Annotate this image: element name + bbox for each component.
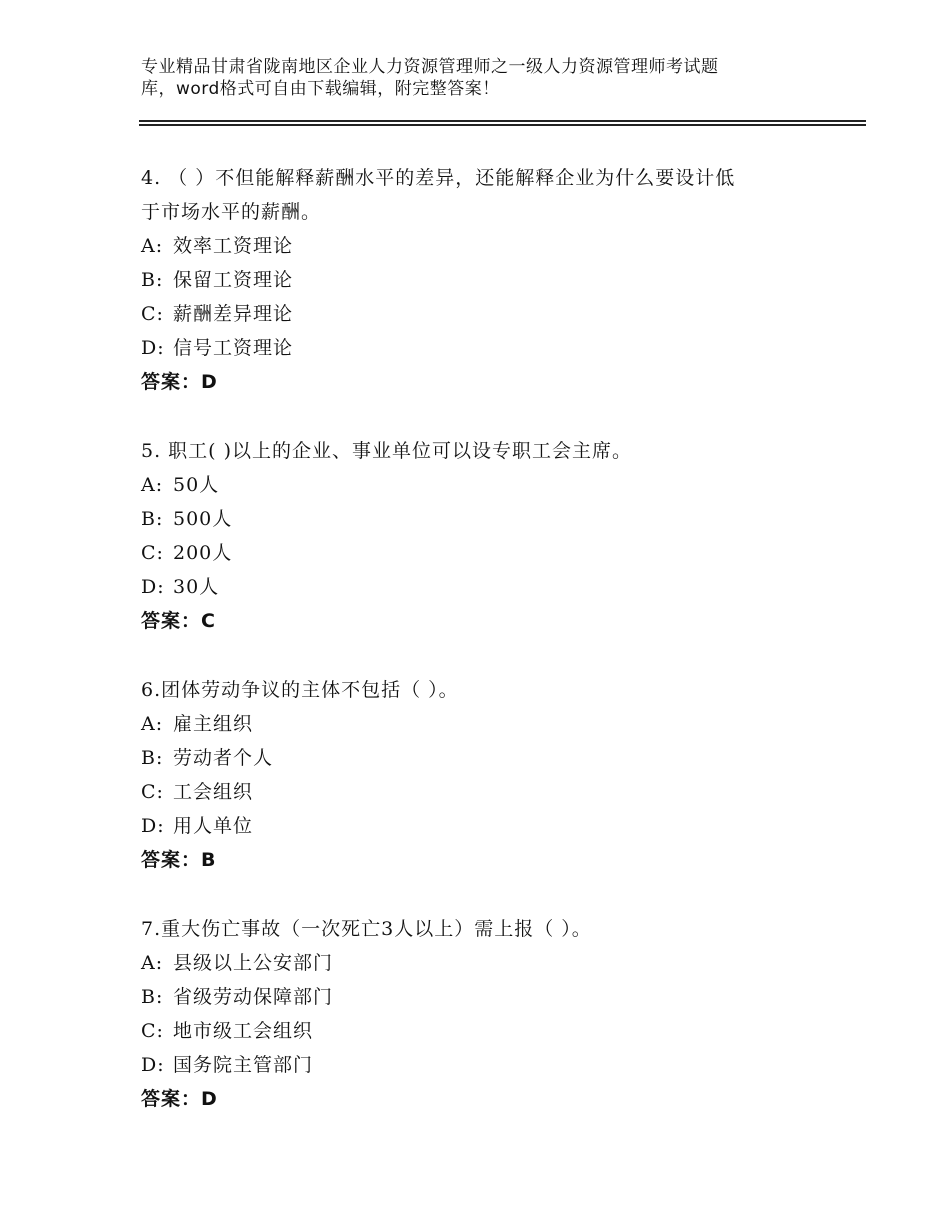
option-text: 县级以上公安部门 [173, 952, 334, 974]
option-text: 200人 [173, 542, 233, 564]
question-stem [141, 912, 821, 946]
option-c [141, 1014, 821, 1048]
option-letter: B: [141, 508, 164, 530]
option-b [141, 741, 821, 775]
option-letter: A: [141, 713, 164, 735]
option-text: 地市级工会组织 [173, 1020, 314, 1042]
question-stem [141, 673, 821, 707]
answer-label: 答案：C [141, 610, 216, 632]
question-stem-line: 5. 职工( )以上的企业、事业单位可以设专职工会主席。 [141, 440, 633, 462]
option-b [141, 263, 821, 297]
question-stem [141, 434, 821, 468]
option-b [141, 980, 821, 1014]
option-b [141, 502, 821, 536]
option-a [141, 707, 821, 741]
option-letter: C: [141, 1020, 164, 1042]
option-text: 工会组织 [173, 781, 254, 803]
option-letter: C: [141, 303, 164, 325]
option-text: 薪酬差异理论 [173, 303, 294, 325]
option-text: 效率工资理论 [173, 235, 294, 257]
question-stem-line: 4. （ ）不但能解释薪酬水平的差异，还能解释企业为什么要设计低 [141, 167, 736, 189]
header-line-1: 专业精品甘肃省陇南地区企业人力资源管理师之一级人力资源管理师考试题 [141, 57, 719, 77]
question-6 [141, 673, 821, 877]
header-divider-bottom [139, 124, 866, 126]
answer-label: 答案：D [141, 1088, 218, 1110]
option-text: 30人 [173, 576, 220, 598]
option-letter: D: [141, 576, 165, 598]
option-text: 用人单位 [173, 815, 254, 837]
option-a [141, 468, 821, 502]
document-header [141, 56, 821, 100]
option-letter: B: [141, 269, 164, 291]
option-text: 50人 [173, 474, 220, 496]
option-text: 国务院主管部门 [173, 1054, 314, 1076]
question-7 [141, 912, 821, 1116]
option-c [141, 536, 821, 570]
option-letter: A: [141, 235, 164, 257]
option-text: 信号工资理论 [173, 337, 294, 359]
option-a [141, 229, 821, 263]
option-text: 雇主组织 [173, 713, 254, 735]
option-text: 省级劳动保障部门 [173, 986, 334, 1008]
option-letter: B: [141, 747, 164, 769]
answer-label: 答案：D [141, 371, 218, 393]
question-4 [141, 161, 821, 399]
option-a [141, 946, 821, 980]
option-d [141, 1048, 821, 1082]
header-line-2: 库，word格式可自由下载编辑，附完整答案！ [141, 79, 500, 99]
option-d [141, 809, 821, 843]
option-c [141, 297, 821, 331]
question-stem-line: 6.团体劳动争议的主体不包括（ ）。 [141, 679, 459, 701]
question-stem-line: 7.重大伤亡事故（一次死亡3人以上）需上报（ ）。 [141, 918, 592, 940]
option-text: 劳动者个人 [173, 747, 274, 769]
option-letter: B: [141, 986, 164, 1008]
answer-label: 答案：B [141, 849, 217, 871]
option-letter: D: [141, 815, 165, 837]
option-text: 500人 [173, 508, 233, 530]
option-c [141, 775, 821, 809]
question-stem [141, 161, 821, 229]
header-divider-top [139, 120, 866, 122]
option-letter: C: [141, 781, 164, 803]
option-letter: D: [141, 337, 165, 359]
option-letter: D: [141, 1054, 165, 1076]
option-d [141, 331, 821, 365]
option-text: 保留工资理论 [173, 269, 294, 291]
question-stem-line: 于市场水平的薪酬。 [141, 201, 322, 223]
option-d [141, 570, 821, 604]
option-letter: A: [141, 474, 164, 496]
option-letter: A: [141, 952, 164, 974]
question-5 [141, 434, 821, 638]
option-letter: C: [141, 542, 164, 564]
